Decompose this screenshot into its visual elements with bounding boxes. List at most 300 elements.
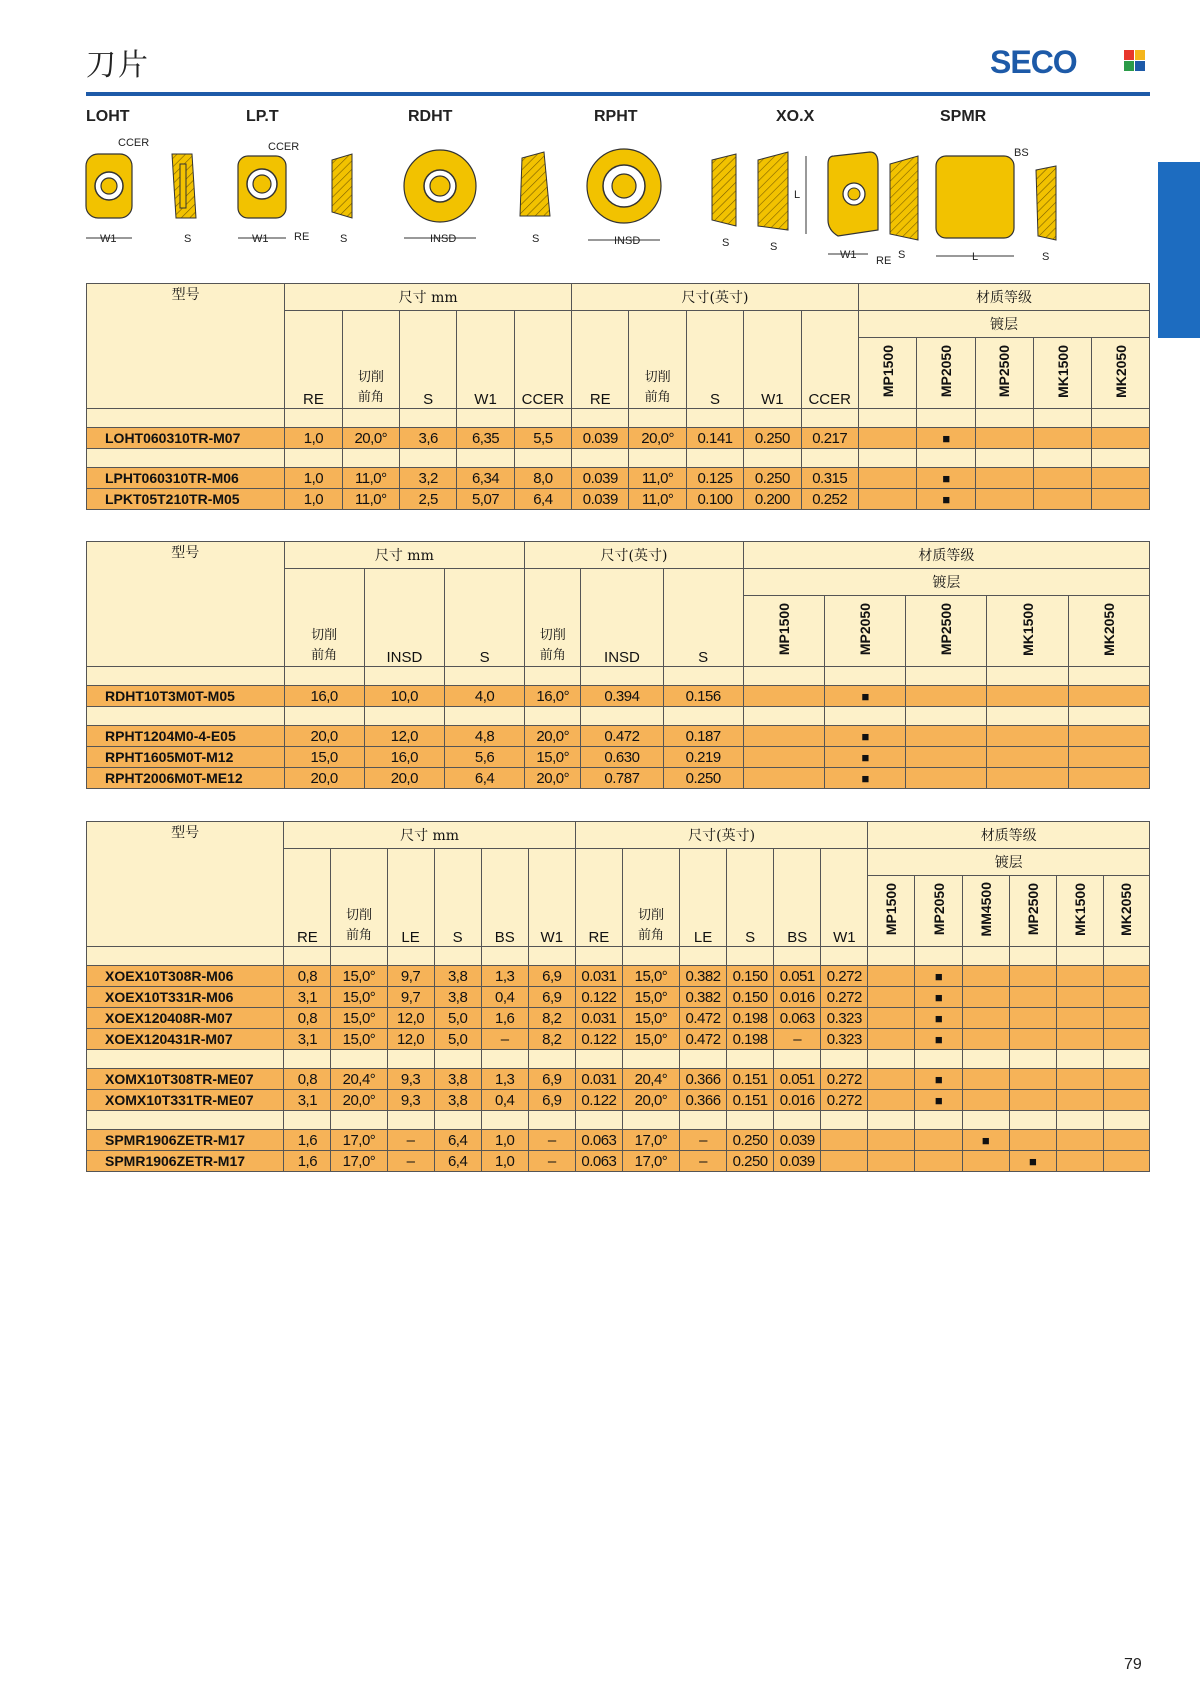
col-rake-in: 切削 前角 — [622, 849, 679, 947]
grade-mark-cell: ■ — [825, 768, 906, 789]
grade-mark-cell: ■ — [915, 1090, 962, 1111]
model-cell: XOEX120431R-M07 — [87, 1029, 284, 1050]
spacer-cell — [525, 707, 581, 726]
spacer-cell — [331, 1111, 387, 1130]
grade-mark-cell — [1056, 1029, 1103, 1050]
grade-mark-cell — [1034, 428, 1092, 449]
mm-value-cell: 8,2 — [528, 1029, 575, 1050]
spacer-row — [87, 409, 1150, 428]
group-mm-header: 尺寸 mm — [284, 542, 525, 569]
spacer-cell — [1009, 1111, 1056, 1130]
spacer-cell — [387, 1111, 434, 1130]
mm-value-cell: 1,3 — [481, 966, 528, 987]
mm-value-cell: 3,1 — [284, 1029, 331, 1050]
spacer-cell — [801, 449, 858, 468]
mm-value-cell: 0,8 — [284, 1008, 331, 1029]
dim-label-bs: BS — [1014, 147, 1029, 159]
spacer-cell — [686, 449, 743, 468]
table-row — [87, 726, 1150, 747]
spacer-cell — [1068, 707, 1149, 726]
inch-value-cell: 0.150 — [727, 966, 774, 987]
inch-value-cell: 0.039 — [572, 428, 629, 449]
mm-value-cell: 9,3 — [387, 1069, 434, 1090]
grade-mark-cell: ■ — [825, 686, 906, 707]
inch-value-cell — [821, 1151, 868, 1172]
inch-value-cell: 0.100 — [686, 489, 743, 510]
inch-value-cell: 0.039 — [572, 489, 629, 510]
inch-value-cell: 20,0° — [525, 726, 581, 747]
model-cell: RPHT1204M0-4-E05 — [87, 726, 285, 747]
spacer-cell — [434, 1050, 481, 1069]
inch-value-cell: 0.394 — [581, 686, 663, 707]
inch-value-cell: 0.472 — [680, 1008, 727, 1029]
col-s-in: S — [686, 311, 743, 409]
spacer-cell — [825, 707, 906, 726]
spacer-row — [87, 947, 1150, 966]
model-cell: XOMX10T331TR-ME07 — [87, 1090, 284, 1111]
spacer-cell — [975, 449, 1033, 468]
col-w1-in: W1 — [744, 311, 801, 409]
model-cell: XOMX10T308TR-ME07 — [87, 1069, 284, 1090]
spacer-cell — [481, 1111, 528, 1130]
inch-value-cell: 15,0° — [622, 966, 679, 987]
spacer-cell — [572, 409, 629, 428]
grade-mark-cell — [987, 726, 1068, 747]
spacer-cell — [868, 1111, 915, 1130]
grade-mark-cell — [987, 747, 1068, 768]
grade-mark-cell — [858, 489, 916, 510]
table-row — [87, 1008, 1150, 1029]
mm-value-cell: 3,2 — [400, 468, 457, 489]
spacer-cell — [680, 947, 727, 966]
mm-value-cell: 1,0 — [481, 1130, 528, 1151]
spacer-cell — [87, 1111, 284, 1130]
grade-mark-cell: ■ — [962, 1130, 1009, 1151]
grade-mark-cell: ■ — [825, 747, 906, 768]
spacer-row — [87, 707, 1150, 726]
inch-value-cell: 0.272 — [821, 1090, 868, 1111]
table-row — [87, 768, 1150, 789]
table-row — [87, 1069, 1150, 1090]
spacer-cell — [444, 707, 524, 726]
inch-value-cell: 0.031 — [575, 1008, 622, 1029]
grade-mark-cell: ■ — [917, 468, 975, 489]
spacer-cell — [825, 667, 906, 686]
grade-col: MP1500 — [743, 596, 824, 667]
inch-value-cell: 0.039 — [572, 468, 629, 489]
group-grade-header: 材质等级 — [858, 284, 1149, 311]
spacer-cell — [400, 449, 457, 468]
grade-col: MK2050 — [1068, 596, 1149, 667]
spacer-cell — [284, 707, 364, 726]
grade-mark-cell — [743, 768, 824, 789]
inch-value-cell: 0.016 — [774, 987, 821, 1008]
spacer-cell — [962, 1111, 1009, 1130]
mm-value-cell: 9,3 — [387, 1090, 434, 1111]
inch-value-cell: 17,0° — [622, 1151, 679, 1172]
grade-mark-cell — [868, 1151, 915, 1172]
grade-mark-cell — [1103, 1029, 1149, 1050]
inch-value-cell: 0.122 — [575, 987, 622, 1008]
dim-label-insd-rpht: INSD — [614, 235, 641, 247]
spacer-cell — [915, 1050, 962, 1069]
spacer-cell — [284, 1050, 331, 1069]
grade-mark-cell — [915, 1151, 962, 1172]
col-le-in: LE — [680, 849, 727, 947]
spacer-cell — [1056, 1111, 1103, 1130]
grade-mark-cell — [868, 966, 915, 987]
grade-mark-cell — [1103, 1069, 1149, 1090]
inch-value-cell: 0.039 — [774, 1130, 821, 1151]
inch-value-cell: 0.156 — [663, 686, 743, 707]
inch-value-cell: 0.250 — [663, 768, 743, 789]
grade-col: MP2500 — [975, 338, 1033, 409]
inch-value-cell: 15,0° — [622, 987, 679, 1008]
dim-label-l-spmr: L — [972, 251, 979, 263]
grade-mark-cell — [962, 1069, 1009, 1090]
grade-mark-cell — [868, 987, 915, 1008]
dim-label-s-lpt: S — [340, 233, 348, 245]
inch-value-cell: 0.063 — [575, 1151, 622, 1172]
col-rake-in: 切削 前角 — [629, 311, 686, 409]
grade-col: MP2050 — [825, 596, 906, 667]
mm-value-cell: 17,0° — [331, 1130, 387, 1151]
spacer-row — [87, 667, 1150, 686]
inch-value-cell: 0.787 — [581, 768, 663, 789]
mm-value-cell: 9,7 — [387, 966, 434, 987]
spacer-cell — [285, 449, 342, 468]
model-cell: XOEX10T308R-M06 — [87, 966, 284, 987]
grade-col: MM4500 — [962, 876, 1009, 947]
model-cell: LPHT060310TR-M06 — [87, 468, 285, 489]
spacer-cell — [663, 667, 743, 686]
mm-value-cell: 15,0 — [284, 747, 364, 768]
grade-mark-cell — [1103, 1130, 1149, 1151]
mm-value-cell: 3,6 — [400, 428, 457, 449]
spacer-cell — [743, 667, 824, 686]
mm-value-cell: 8,2 — [528, 1008, 575, 1029]
spacer-cell — [364, 667, 444, 686]
spacer-cell — [622, 1050, 679, 1069]
mm-value-cell: 1,6 — [284, 1151, 331, 1172]
grade-mark-cell — [1009, 1130, 1056, 1151]
spacer-cell — [629, 409, 686, 428]
spacer-cell — [434, 947, 481, 966]
dim-label-s-xox: S — [770, 241, 778, 253]
inch-value-cell: 15,0° — [622, 1029, 679, 1050]
spacer-cell — [987, 667, 1068, 686]
mm-value-cell: 11,0° — [342, 468, 399, 489]
inch-value-cell: 0.039 — [774, 1151, 821, 1172]
spacer-cell — [917, 409, 975, 428]
mm-value-cell: 6,9 — [528, 1069, 575, 1090]
spacer-cell — [525, 667, 581, 686]
spacer-cell — [727, 947, 774, 966]
mm-value-cell: 1,0 — [285, 468, 342, 489]
spacer-cell — [686, 409, 743, 428]
grade-mark-cell — [1034, 468, 1092, 489]
shape-label-spmr: SPMR — [940, 108, 987, 125]
dim-label-l: L — [794, 189, 801, 201]
mm-value-cell: 20,0 — [284, 726, 364, 747]
spacer-cell — [1056, 947, 1103, 966]
grade-mark-cell — [1068, 686, 1149, 707]
mm-value-cell: 3,8 — [434, 1090, 481, 1111]
spacer-cell — [444, 667, 524, 686]
spacer-cell — [821, 1111, 868, 1130]
spacer-cell — [87, 1050, 284, 1069]
col-rake-mm: 切削 前角 — [284, 569, 364, 667]
spacer-cell — [801, 409, 858, 428]
mm-value-cell: 15,0° — [331, 966, 387, 987]
spacer-cell — [774, 1050, 821, 1069]
inch-value-cell: 0.031 — [575, 966, 622, 987]
spacer-cell — [1092, 409, 1150, 428]
spec-table-rdht-rpht — [86, 541, 1150, 789]
col-bs-in: BS — [774, 849, 821, 947]
grade-mark-cell — [868, 1069, 915, 1090]
inch-value-cell: 0.272 — [821, 1069, 868, 1090]
spacer-cell — [481, 1050, 528, 1069]
spacer-cell — [457, 449, 514, 468]
group-grade-header: 材质等级 — [868, 822, 1150, 849]
inch-value-cell: 0.250 — [727, 1130, 774, 1151]
mm-value-cell: 16,0 — [284, 686, 364, 707]
spacer-cell — [744, 449, 801, 468]
inch-value-cell: 0.051 — [774, 966, 821, 987]
spacer-cell — [622, 1111, 679, 1130]
brand-logo: SECO — [990, 44, 1077, 80]
mm-value-cell: 17,0° — [331, 1151, 387, 1172]
grade-col: MP2500 — [906, 596, 987, 667]
col-re-in: RE — [575, 849, 622, 947]
grade-col: MK1500 — [987, 596, 1068, 667]
dim-label-s-spmr: S — [898, 249, 906, 261]
rpht-insert-drawing — [587, 149, 736, 249]
inch-value-cell: 0.252 — [801, 489, 858, 510]
mm-value-cell: – — [387, 1130, 434, 1151]
mm-value-cell: 3,1 — [284, 1090, 331, 1111]
spacer-cell — [1103, 947, 1149, 966]
grade-mark-cell — [1056, 987, 1103, 1008]
model-cell: SPMR1906ZETR-M17 — [87, 1151, 284, 1172]
spacer-cell — [743, 707, 824, 726]
grade-mark-cell — [1103, 987, 1149, 1008]
grade-mark-cell — [906, 686, 987, 707]
inch-value-cell: 0.366 — [680, 1090, 727, 1111]
mm-value-cell: 0,4 — [481, 1090, 528, 1111]
table-row — [87, 489, 1150, 510]
grade-col: MP2500 — [1009, 876, 1056, 947]
mm-value-cell: 1,0 — [285, 428, 342, 449]
grade-mark-cell — [868, 1090, 915, 1111]
inch-value-cell: – — [774, 1029, 821, 1050]
inch-value-cell: 0.217 — [801, 428, 858, 449]
grade-mark-cell — [906, 726, 987, 747]
mm-value-cell: 6,35 — [457, 428, 514, 449]
spacer-cell — [528, 1050, 575, 1069]
dim-label-insd: INSD — [430, 233, 457, 245]
spacer-cell — [629, 449, 686, 468]
grade-mark-cell: ■ — [1009, 1151, 1056, 1172]
spacer-cell — [1009, 947, 1056, 966]
spacer-cell — [727, 1050, 774, 1069]
spacer-cell — [975, 409, 1033, 428]
mm-value-cell: 2,5 — [400, 489, 457, 510]
inch-value-cell: 15,0° — [525, 747, 581, 768]
spacer-cell — [387, 947, 434, 966]
grade-mark-cell — [1056, 966, 1103, 987]
spacer-cell — [528, 1111, 575, 1130]
spacer-cell — [680, 1111, 727, 1130]
section-side-tab — [1158, 162, 1200, 338]
spacer-cell — [575, 947, 622, 966]
col-s-mm: S — [434, 849, 481, 947]
model-cell: LOHT060310TR-M07 — [87, 428, 285, 449]
model-cell: SPMR1906ZETR-M17 — [87, 1130, 284, 1151]
spec-table-xo-spmr — [86, 821, 1150, 1172]
inch-value-cell: – — [680, 1130, 727, 1151]
spacer-cell — [575, 1111, 622, 1130]
spacer-cell — [1103, 1050, 1149, 1069]
mm-value-cell: 3,8 — [434, 1069, 481, 1090]
inch-value-cell: 0.472 — [680, 1029, 727, 1050]
type-header: 型号 — [87, 822, 284, 947]
spacer-cell — [821, 1050, 868, 1069]
spacer-cell — [364, 707, 444, 726]
spacer-cell — [87, 947, 284, 966]
inch-value-cell: 0.382 — [680, 987, 727, 1008]
grade-col: MP1500 — [868, 876, 915, 947]
mm-value-cell: 0,8 — [284, 1069, 331, 1090]
col-ccer-mm: CCER — [514, 311, 571, 409]
grade-mark-cell — [962, 1151, 1009, 1172]
inch-value-cell: 0.063 — [774, 1008, 821, 1029]
table-row — [87, 428, 1150, 449]
col-w1-mm: W1 — [457, 311, 514, 409]
mm-value-cell: 5,0 — [434, 1029, 481, 1050]
page-number: 79 — [1124, 1656, 1142, 1673]
grade-mark-cell: ■ — [915, 1029, 962, 1050]
spacer-cell — [528, 947, 575, 966]
mm-value-cell: 20,0 — [284, 768, 364, 789]
inch-value-cell: 0.151 — [727, 1069, 774, 1090]
mm-value-cell: 15,0° — [331, 1008, 387, 1029]
grade-mark-cell — [1009, 1008, 1056, 1029]
spacer-cell — [915, 1111, 962, 1130]
spmr-insert-drawing — [890, 147, 1056, 263]
grade-mark-cell — [987, 686, 1068, 707]
grade-mark-cell — [906, 747, 987, 768]
grade-mark-cell — [858, 428, 916, 449]
mm-value-cell: 6,4 — [444, 768, 524, 789]
group-inch-header: 尺寸(英寸) — [525, 542, 744, 569]
inch-value-cell: 20,0° — [525, 768, 581, 789]
table-row — [87, 747, 1150, 768]
inch-value-cell: 0.250 — [744, 428, 801, 449]
spec-table-loht-lpt — [86, 283, 1150, 510]
col-s-in: S — [663, 569, 743, 667]
mm-value-cell: 15,0° — [331, 987, 387, 1008]
inch-value-cell: 0.323 — [821, 1008, 868, 1029]
grade-mark-cell: ■ — [915, 1069, 962, 1090]
grade-mark-cell — [743, 726, 824, 747]
model-cell: RPHT2006M0T-ME12 — [87, 768, 285, 789]
mm-value-cell: 5,07 — [457, 489, 514, 510]
spacer-cell — [284, 947, 331, 966]
grade-mark-cell — [1034, 489, 1092, 510]
mm-value-cell: 12,0 — [364, 726, 444, 747]
model-cell: XOEX120408R-M07 — [87, 1008, 284, 1029]
coating-header: 镀层 — [868, 849, 1150, 876]
grade-mark-cell — [1009, 1090, 1056, 1111]
table-row — [87, 987, 1150, 1008]
col-w1-mm: W1 — [528, 849, 575, 947]
spacer-row — [87, 1111, 1150, 1130]
grade-mark-cell — [868, 1130, 915, 1151]
grade-mark-cell — [1103, 1008, 1149, 1029]
grade-mark-cell — [1092, 428, 1150, 449]
spacer-cell — [284, 1111, 331, 1130]
col-re-mm: RE — [284, 849, 331, 947]
spacer-cell — [915, 947, 962, 966]
inch-value-cell: 11,0° — [629, 468, 686, 489]
grade-mark-cell — [962, 987, 1009, 1008]
spacer-cell — [387, 1050, 434, 1069]
inch-value-cell: 0.051 — [774, 1069, 821, 1090]
grade-mark-cell — [1068, 747, 1149, 768]
spacer-cell — [744, 409, 801, 428]
grade-mark-cell — [1009, 1069, 1056, 1090]
inch-value-cell: 0.250 — [744, 468, 801, 489]
inch-value-cell: 0.150 — [727, 987, 774, 1008]
inch-value-cell: 0.382 — [680, 966, 727, 987]
spacer-cell — [87, 449, 285, 468]
inch-value-cell: 0.151 — [727, 1090, 774, 1111]
spacer-cell — [87, 409, 285, 428]
table-row — [87, 1151, 1150, 1172]
inch-value-cell: 17,0° — [622, 1130, 679, 1151]
dim-label-s: S — [184, 233, 192, 245]
grade-mark-cell: ■ — [917, 428, 975, 449]
inch-value-cell: 0.472 — [581, 726, 663, 747]
mm-value-cell: 12,0 — [387, 1029, 434, 1050]
inch-value-cell: 0.141 — [686, 428, 743, 449]
model-cell: RDHT10T3M0T-M05 — [87, 686, 285, 707]
grade-mark-cell — [1009, 1029, 1056, 1050]
grade-col: MK2050 — [1103, 876, 1149, 947]
group-grade-header: 材质等级 — [743, 542, 1149, 569]
spacer-cell — [774, 947, 821, 966]
spacer-row — [87, 449, 1150, 468]
grade-mark-cell — [858, 468, 916, 489]
spacer-cell — [1056, 1050, 1103, 1069]
dim-label-ccer-lpt: CCER — [268, 141, 300, 153]
spacer-cell — [514, 409, 571, 428]
shape-label-lpt: LP.T — [246, 108, 279, 125]
insert-diagrams — [82, 130, 1162, 270]
grade-col: MK1500 — [1056, 876, 1103, 947]
spacer-cell — [1009, 1050, 1056, 1069]
dim-label-re-lpt: RE — [294, 231, 310, 243]
spacer-cell — [575, 1050, 622, 1069]
grade-mark-cell — [1092, 489, 1150, 510]
spacer-cell — [342, 409, 399, 428]
spacer-cell — [434, 1111, 481, 1130]
header-rule — [86, 92, 1150, 96]
col-ccer-in: CCER — [801, 311, 858, 409]
table-row — [87, 686, 1150, 707]
